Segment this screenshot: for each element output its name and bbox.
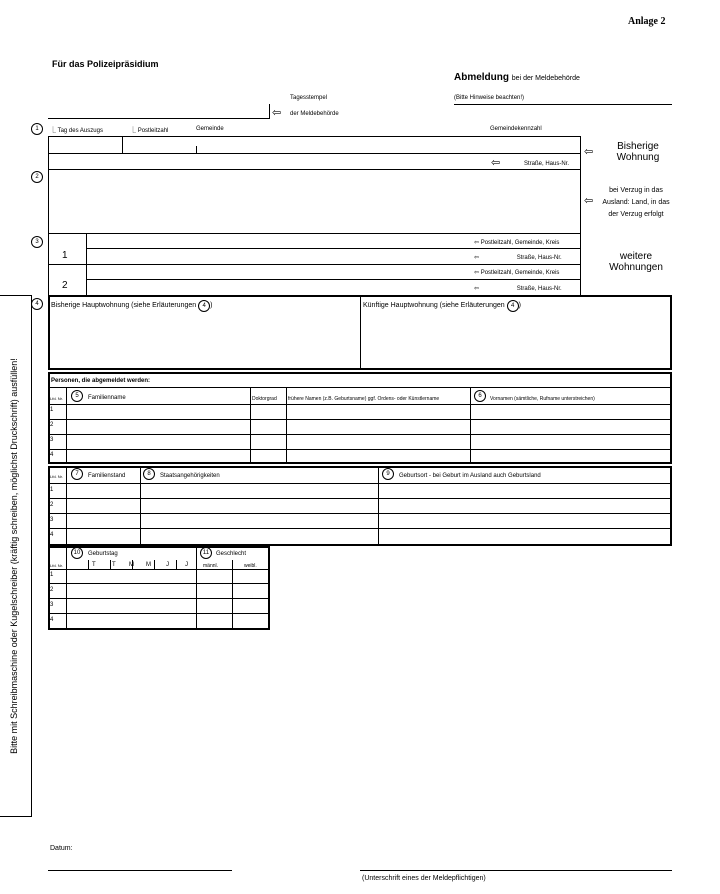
persons-table-2 [48,466,672,546]
signature-line[interactable] [360,870,672,871]
street-arrow-icon: ⇦ [491,157,501,169]
s1-side-arrow-icon: ⇦ [584,146,594,158]
form-title [454,72,580,83]
p1-row-line-1 [48,419,672,420]
p2-row-line-2 [48,513,672,514]
col-birthplace: Geburtsort - bei Geburt im Ausland auch Geburtsland [399,473,541,479]
date-letter-3: M [129,562,134,568]
arrow-icon: ⇦ [474,240,480,246]
s1-line-top [48,136,581,137]
form-title-main: Abmeldung [454,72,509,83]
s1-line-bottom [48,169,581,170]
next-main-label: Künftige Hauptwohnung (siehe Erläuterungen 4 ) [363,300,521,312]
p1-col-1 [66,387,67,464]
prev-main-ref: 4 [198,300,210,312]
arrow-icon: ⇦ [474,286,480,292]
s3-line-2 [48,264,581,265]
s3-side-label [600,251,672,273]
p3-date-div-1 [88,560,89,569]
s3-street-2-text: Straße, Haus-Nr. [516,286,562,292]
hint-label: (Bitte Hinweise beachten!) [454,95,525,101]
s3-postcode-1 [474,239,559,246]
stamp-label-1: Tagesstempel [290,95,328,101]
col-5-marker: 5 [71,390,83,402]
next-main-ref: 4 [507,300,519,312]
stamp-edge [269,104,270,119]
p2-col-1 [66,466,67,546]
p1-col-4 [470,387,471,464]
section-1-marker: 1 [31,123,43,135]
col-birthday: Geburtstag [88,551,118,557]
s1-divider-1 [122,136,123,153]
col-10-marker: 10 [71,547,83,559]
section-4-marker: 4 [31,298,43,310]
s3-side-label-2: Wohnungen [609,262,663,273]
s3-row-2-num: 2 [62,280,68,291]
s2-side-arrow-icon: ⇦ [584,195,594,207]
prev-main-label: Bisherige Hauptwohnung (siehe Erläuterungen 4 ) [51,300,212,312]
p1-row-2-num: 2 [50,422,54,428]
annex-label: Anlage 2 [628,16,666,27]
side-instruction: Bitte mit Schreibmaschine oder Kugelschreiber (kräftig schreiben, möglichst Druckschrift) ausfüllen! [9,358,19,754]
p3-row-4-num: 4 [50,617,54,623]
p1-row-line-3 [48,449,672,450]
persons-title: Personen, die abgemeldet werden: [51,378,151,384]
p3-row-line-1 [48,583,270,584]
stamp-label-2: der Meldebehörde [290,111,339,117]
sex-male: männl. [203,563,219,569]
date-label: Datum: [50,845,73,852]
postcode-label [130,125,168,134]
s1-divider-2 [196,146,197,153]
signature-label: (Unterschrift eines der Meldepflichtigen) [362,875,486,882]
s3-postcode-2 [474,269,559,276]
p3-date-div-2 [110,560,111,569]
s3-street-1-text: Straße, Haus-Nr. [516,255,562,261]
p3-date-div-5 [176,560,177,569]
s3-row-1-num: 1 [62,250,68,261]
s1-line-mid [48,153,581,154]
col-status: Familienstand [88,473,126,479]
form-title-suffix: bei der Meldebehörde [511,75,580,82]
day-of-move-text: Tag des Auszugs [57,128,103,134]
recipient-label: Für das Polizeipräsidium [52,59,159,69]
sex-female: weibl. [244,563,257,569]
p3-row-2-num: 2 [50,587,54,593]
col-doctor: Doktorgrad [252,396,277,402]
s1-side-label-2: Wohnung [616,152,660,163]
corner-icon: ⎿ [50,128,57,134]
p2-head-bottom [48,483,672,484]
p3-col-3 [232,560,233,630]
persons-table-3 [48,546,270,630]
date-letter-4: M [146,562,151,568]
s3-street-1 [474,254,562,261]
col-8-marker: 8 [143,468,155,480]
p3-col-2 [196,546,197,630]
s3-line-3 [86,279,581,280]
p2-row-2-num: 2 [50,502,54,508]
s3-postcode-1-text: Postleitzahl, Gemeinde, Kreis [480,240,560,246]
persons-table-1 [48,372,672,464]
s2-right-edge [580,169,581,234]
p1-lfd-nr: Lfd. Nr. [50,396,63,401]
col-family-name: Familienname [88,395,126,401]
p1-row-3-num: 3 [50,437,54,443]
s3-postcode-2-text: Postleitzahl, Gemeinde, Kreis [480,270,560,276]
col-first-names: Vornamen (sämtliche, Rufname unterstreichen) [490,396,595,402]
s2-left-edge [48,169,49,234]
p1-head-top [48,387,672,388]
s2-line-bottom [48,233,581,234]
section-3-marker: 3 [31,236,43,248]
arrow-icon: ⇦ [474,255,480,261]
prev-main-text: Bisherige Hauptwohnung (siehe Erläuterungen [51,302,197,309]
p3-row-line-3 [48,613,270,614]
municipality-code-label: Gemeindekennzahl [490,126,542,132]
p1-col-3 [286,387,287,464]
date-letter-2: T [112,562,116,568]
p2-col-2 [140,466,141,546]
arrow-icon: ⇦ [474,270,480,276]
day-of-move-label [50,125,103,134]
p1-head-bottom [48,404,672,405]
date-line[interactable] [48,870,232,871]
p1-row-line-2 [48,434,672,435]
date-letter-1: T [92,562,96,568]
p2-row-line-1 [48,498,672,499]
col-former-names: frühere Namen (z.B. Geburtsname) ggf. Ordens- oder Künstlername [288,396,440,402]
p2-row-3-num: 3 [50,517,54,523]
stamp-arrow-icon: ⇦ [272,107,282,119]
p2-lfd-nr: Lfd. Nr. [50,474,63,479]
date-letter-6: J [185,562,188,568]
p1-row-4-num: 4 [50,452,54,458]
municipality-label: Gemeinde [196,126,224,132]
p1-row-1-num: 1 [50,407,54,413]
p3-date-div-4 [154,560,155,569]
postcode-text: Postleitzahl [137,128,169,134]
p3-row-3-num: 3 [50,602,54,608]
date-letter-5: J [166,562,169,568]
section-2-marker: 2 [31,171,43,183]
p2-row-line-3 [48,528,672,529]
p3-row-1-num: 1 [50,572,54,578]
p1-col-2 [250,387,251,464]
col-sex: Geschlecht [216,551,247,557]
s3-street-2 [474,285,562,292]
p2-row-1-num: 1 [50,487,54,493]
s3-side-label-1: weitere [619,251,653,262]
col-6-marker: 6 [474,390,486,402]
s1-street-label: Straße, Haus-Nr. [524,161,570,167]
s3-line-1 [86,248,581,249]
p3-col-1 [66,546,67,630]
s4-divider [360,295,361,370]
p3-row-line-2 [48,598,270,599]
col-9-marker: 9 [382,468,394,480]
p2-col-3 [378,466,379,546]
hint-line [454,104,672,105]
p3-lfd-nr: Lfd. Nr. [50,563,63,568]
col-7-marker: 7 [71,468,83,480]
s1-side-label-1: Bisherige [617,141,659,152]
s1-side-label [608,141,668,163]
p3-head-bottom [48,569,270,570]
s2-side-note: bei Verzug in das Ausland: Land, in das der Verzug erfolgt [602,187,670,218]
col-citizenship: Staatsangehörigkeiten [160,473,220,479]
stamp-line [48,118,270,119]
col-11-marker: 11 [200,547,212,559]
corner-icon: ⎿ [130,128,137,134]
next-main-text: Künftige Hauptwohnung (siehe Erläuterungen [363,302,505,309]
p2-row-4-num: 4 [50,532,54,538]
